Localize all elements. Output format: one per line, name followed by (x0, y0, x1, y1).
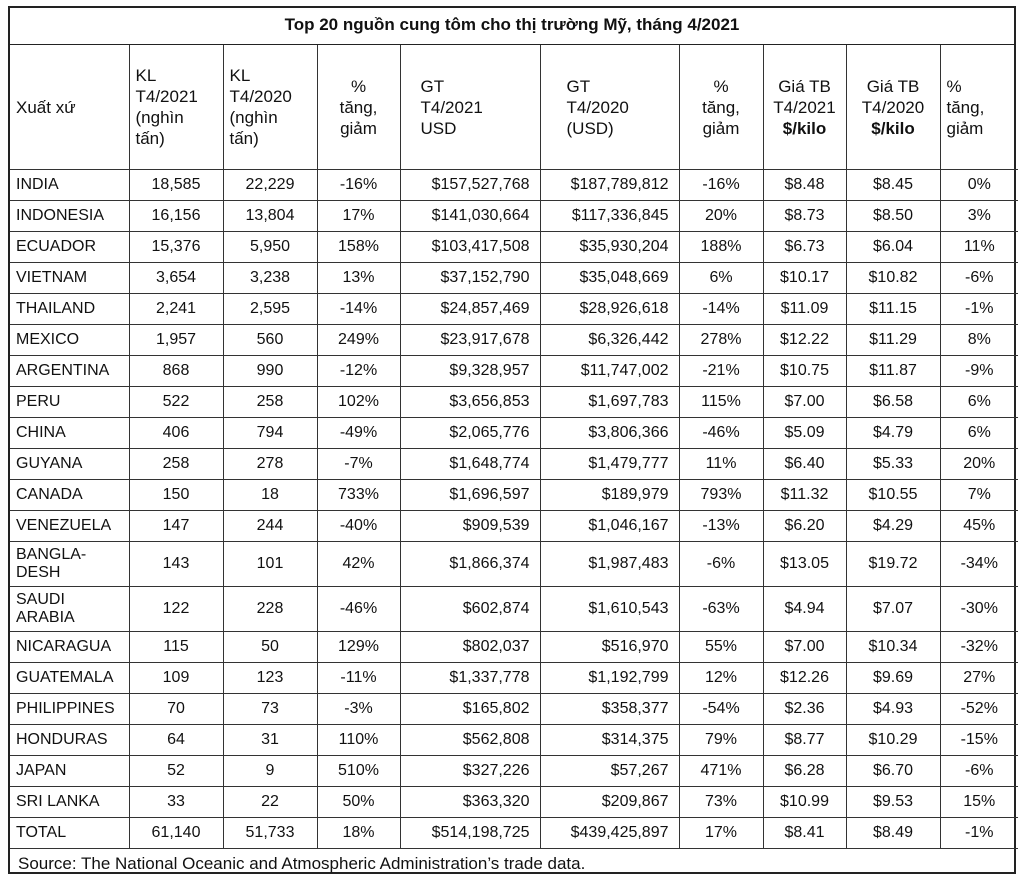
cell-gt-2021: $9,328,957 (400, 356, 540, 387)
cell-gt-2020: $358,377 (540, 694, 679, 725)
cell-gt-2020: $314,375 (540, 725, 679, 756)
cell-pct-volume: 510% (317, 756, 400, 787)
cell-kl-2020: 258 (223, 387, 317, 418)
cell-pct-volume: 129% (317, 632, 400, 663)
table-title: Top 20 nguồn cung tôm cho thị trường Mỹ, tháng 4/2021 (10, 8, 1014, 45)
cell-kl-2021: 15,376 (129, 232, 223, 263)
cell-pct-value: 20% (679, 201, 763, 232)
cell-pct-value: -16% (679, 170, 763, 201)
header-kl-2020: KL T4/2020 (nghìn tấn) (223, 45, 317, 170)
cell-pct-value: -14% (679, 294, 763, 325)
cell-kl-2020: 9 (223, 756, 317, 787)
cell-pct-price: 8% (940, 325, 1018, 356)
cell-price-2020: $8.45 (846, 170, 940, 201)
cell-origin: VIETNAM (10, 263, 129, 294)
cell-kl-2021: 1,957 (129, 325, 223, 356)
cell-pct-price: 11% (940, 232, 1018, 263)
cell-gt-2021: $1,648,774 (400, 449, 540, 480)
cell-kl-2021: 868 (129, 356, 223, 387)
cell-kl-2021: 18,585 (129, 170, 223, 201)
cell-pct-volume: 42% (317, 542, 400, 587)
cell-kl-2021: 52 (129, 756, 223, 787)
cell-kl-2021: 109 (129, 663, 223, 694)
cell-pct-price: -1% (940, 818, 1018, 849)
cell-price-2021: $12.26 (763, 663, 846, 694)
cell-pct-volume: 249% (317, 325, 400, 356)
cell-pct-volume: 158% (317, 232, 400, 263)
cell-origin: PERU (10, 387, 129, 418)
cell-pct-volume: 733% (317, 480, 400, 511)
total-row (10, 818, 1018, 849)
cell-pct-volume: 110% (317, 725, 400, 756)
cell-origin: NICARAGUA (10, 632, 129, 663)
cell-pct-volume: -7% (317, 449, 400, 480)
cell-price-2020: $5.33 (846, 449, 940, 480)
cell-gt-2020: $189,979 (540, 480, 679, 511)
cell-gt-2021: $141,030,664 (400, 201, 540, 232)
table-row (10, 663, 1018, 694)
cell-price-2020: $10.34 (846, 632, 940, 663)
cell-gt-2021: $909,539 (400, 511, 540, 542)
source-note: Source: The National Oceanic and Atmospheric Administration’s trade data. (18, 854, 586, 873)
table-row (10, 325, 1018, 356)
cell-kl-2021: 16,156 (129, 201, 223, 232)
cell-gt-2021: $24,857,469 (400, 294, 540, 325)
cell-pct-value: -63% (679, 587, 763, 632)
table-row (10, 356, 1018, 387)
cell-pct-price: 7% (940, 480, 1018, 511)
table-row (10, 587, 1018, 632)
cell-pct-price: -52% (940, 694, 1018, 725)
cell-kl-2020: 794 (223, 418, 317, 449)
cell-kl-2021: 64 (129, 725, 223, 756)
cell-price-2021: $8.41 (763, 818, 846, 849)
cell-pct-price: -15% (940, 725, 1018, 756)
cell-pct-volume: 102% (317, 387, 400, 418)
cell-price-2021: $6.40 (763, 449, 846, 480)
cell-pct-price: 27% (940, 663, 1018, 694)
table-row (10, 542, 1018, 587)
table-row (10, 511, 1018, 542)
cell-gt-2020: $35,930,204 (540, 232, 679, 263)
table-row (10, 294, 1018, 325)
cell-price-2020: $6.70 (846, 756, 940, 787)
cell-pct-value: -46% (679, 418, 763, 449)
cell-kl-2020: 51,733 (223, 818, 317, 849)
cell-price-2020: $10.29 (846, 725, 940, 756)
header-origin: Xuất xứ (10, 45, 129, 170)
table-row (10, 201, 1018, 232)
cell-origin: TOTAL (10, 818, 129, 849)
cell-pct-price: -9% (940, 356, 1018, 387)
cell-origin: GUYANA (10, 449, 129, 480)
table-row (10, 170, 1018, 201)
cell-pct-value: 278% (679, 325, 763, 356)
cell-price-2021: $6.20 (763, 511, 846, 542)
cell-price-2020: $4.93 (846, 694, 940, 725)
cell-price-2020: $19.72 (846, 542, 940, 587)
cell-price-2021: $11.32 (763, 480, 846, 511)
table-row (10, 787, 1018, 818)
table-row (10, 418, 1018, 449)
cell-kl-2021: 522 (129, 387, 223, 418)
cell-price-2020: $4.79 (846, 418, 940, 449)
cell-gt-2021: $2,065,776 (400, 418, 540, 449)
cell-kl-2021: 61,140 (129, 818, 223, 849)
cell-kl-2020: 2,595 (223, 294, 317, 325)
cell-origin: CHINA (10, 418, 129, 449)
cell-pct-price: -32% (940, 632, 1018, 663)
cell-pct-volume: 18% (317, 818, 400, 849)
cell-pct-value: 55% (679, 632, 763, 663)
cell-price-2020: $6.04 (846, 232, 940, 263)
cell-pct-value: 115% (679, 387, 763, 418)
cell-pct-price: 45% (940, 511, 1018, 542)
header-gt-2020: GT T4/2020 (USD) (540, 45, 679, 170)
cell-pct-price: -6% (940, 263, 1018, 294)
cell-gt-2020: $57,267 (540, 756, 679, 787)
cell-origin: GUATEMALA (10, 663, 129, 694)
table-row (10, 263, 1018, 294)
cell-price-2021: $4.94 (763, 587, 846, 632)
cell-price-2020: $11.29 (846, 325, 940, 356)
cell-pct-value: 12% (679, 663, 763, 694)
cell-kl-2020: 22,229 (223, 170, 317, 201)
cell-kl-2021: 406 (129, 418, 223, 449)
header-price-2020: Giá TB T4/2020 $/kilo (846, 45, 940, 170)
cell-kl-2020: 560 (223, 325, 317, 356)
cell-kl-2021: 143 (129, 542, 223, 587)
cell-price-2020: $8.50 (846, 201, 940, 232)
cell-origin: THAILAND (10, 294, 129, 325)
cell-origin: MEXICO (10, 325, 129, 356)
cell-gt-2021: $602,874 (400, 587, 540, 632)
cell-gt-2020: $1,046,167 (540, 511, 679, 542)
cell-price-2020: $11.15 (846, 294, 940, 325)
cell-pct-value: 793% (679, 480, 763, 511)
cell-kl-2021: 122 (129, 587, 223, 632)
header-price-2021: Giá TB T4/2021 $/kilo (763, 45, 846, 170)
cell-pct-volume: -16% (317, 170, 400, 201)
cell-gt-2020: $28,926,618 (540, 294, 679, 325)
cell-gt-2021: $1,866,374 (400, 542, 540, 587)
cell-price-2021: $10.75 (763, 356, 846, 387)
cell-pct-value: -6% (679, 542, 763, 587)
cell-gt-2021: $327,226 (400, 756, 540, 787)
cell-price-2021: $5.09 (763, 418, 846, 449)
cell-pct-value: -54% (679, 694, 763, 725)
cell-origin: CANADA (10, 480, 129, 511)
cell-origin: ECUADOR (10, 232, 129, 263)
cell-kl-2021: 150 (129, 480, 223, 511)
cell-price-2021: $6.28 (763, 756, 846, 787)
cell-origin: JAPAN (10, 756, 129, 787)
cell-gt-2020: $1,987,483 (540, 542, 679, 587)
cell-gt-2021: $1,337,778 (400, 663, 540, 694)
header-gt-2021: GT T4/2021 USD (400, 45, 540, 170)
cell-pct-volume: -3% (317, 694, 400, 725)
cell-price-2020: $10.55 (846, 480, 940, 511)
cell-origin: HONDURAS (10, 725, 129, 756)
cell-origin: SAUDI ARABIA (10, 587, 129, 632)
cell-price-2021: $12.22 (763, 325, 846, 356)
cell-gt-2021: $562,808 (400, 725, 540, 756)
cell-origin: SRI LANKA (10, 787, 129, 818)
cell-pct-volume: 50% (317, 787, 400, 818)
cell-gt-2021: $103,417,508 (400, 232, 540, 263)
cell-origin: VENEZUELA (10, 511, 129, 542)
header-row (10, 45, 1018, 170)
cell-price-2021: $6.73 (763, 232, 846, 263)
cell-gt-2020: $439,425,897 (540, 818, 679, 849)
header-pct-price: % tăng, giảm (940, 45, 1018, 170)
cell-pct-value: 11% (679, 449, 763, 480)
cell-kl-2020: 278 (223, 449, 317, 480)
cell-pct-price: 6% (940, 387, 1018, 418)
cell-kl-2020: 228 (223, 587, 317, 632)
cell-gt-2021: $1,696,597 (400, 480, 540, 511)
cell-gt-2020: $11,747,002 (540, 356, 679, 387)
cell-price-2021: $7.00 (763, 632, 846, 663)
cell-price-2021: $2.36 (763, 694, 846, 725)
cell-price-2020: $9.69 (846, 663, 940, 694)
cell-gt-2020: $117,336,845 (540, 201, 679, 232)
cell-price-2021: $7.00 (763, 387, 846, 418)
cell-kl-2021: 70 (129, 694, 223, 725)
cell-gt-2020: $1,192,799 (540, 663, 679, 694)
table-row (10, 232, 1018, 263)
shrimp-supply-table (10, 45, 1018, 849)
cell-price-2020: $4.29 (846, 511, 940, 542)
cell-price-2020: $11.87 (846, 356, 940, 387)
header-kl-2021: KL T4/2021 (nghìn tấn) (129, 45, 223, 170)
cell-kl-2020: 73 (223, 694, 317, 725)
header-pct-value: % tăng, giảm (679, 45, 763, 170)
cell-price-2021: $13.05 (763, 542, 846, 587)
cell-kl-2020: 990 (223, 356, 317, 387)
cell-kl-2021: 115 (129, 632, 223, 663)
cell-kl-2020: 18 (223, 480, 317, 511)
cell-pct-price: 20% (940, 449, 1018, 480)
cell-gt-2021: $37,152,790 (400, 263, 540, 294)
cell-pct-value: 188% (679, 232, 763, 263)
cell-kl-2020: 22 (223, 787, 317, 818)
cell-price-2021: $10.99 (763, 787, 846, 818)
cell-pct-price: 15% (940, 787, 1018, 818)
cell-price-2020: $7.07 (846, 587, 940, 632)
cell-gt-2020: $1,697,783 (540, 387, 679, 418)
cell-gt-2020: $516,970 (540, 632, 679, 663)
cell-price-2020: $9.53 (846, 787, 940, 818)
cell-price-2021: $8.48 (763, 170, 846, 201)
cell-pct-price: -1% (940, 294, 1018, 325)
cell-pct-price: 0% (940, 170, 1018, 201)
cell-gt-2021: $802,037 (400, 632, 540, 663)
cell-price-2020: $8.49 (846, 818, 940, 849)
cell-pct-value: 73% (679, 787, 763, 818)
table-frame (8, 6, 1016, 874)
cell-origin: PHILIPPINES (10, 694, 129, 725)
cell-pct-volume: -14% (317, 294, 400, 325)
cell-kl-2020: 31 (223, 725, 317, 756)
cell-kl-2021: 258 (129, 449, 223, 480)
cell-kl-2020: 13,804 (223, 201, 317, 232)
table-row (10, 632, 1018, 663)
cell-kl-2020: 123 (223, 663, 317, 694)
cell-kl-2021: 147 (129, 511, 223, 542)
cell-pct-volume: 13% (317, 263, 400, 294)
cell-price-2020: $6.58 (846, 387, 940, 418)
cell-price-2020: $10.82 (846, 263, 940, 294)
table-row (10, 694, 1018, 725)
cell-gt-2021: $514,198,725 (400, 818, 540, 849)
cell-pct-volume: 17% (317, 201, 400, 232)
cell-gt-2021: $23,917,678 (400, 325, 540, 356)
cell-pct-value: 471% (679, 756, 763, 787)
cell-gt-2020: $1,610,543 (540, 587, 679, 632)
cell-gt-2020: $209,867 (540, 787, 679, 818)
cell-pct-value: 79% (679, 725, 763, 756)
cell-kl-2020: 50 (223, 632, 317, 663)
cell-pct-volume: -40% (317, 511, 400, 542)
cell-price-2021: $10.17 (763, 263, 846, 294)
cell-price-2021: $8.77 (763, 725, 846, 756)
cell-pct-price: -34% (940, 542, 1018, 587)
cell-kl-2020: 244 (223, 511, 317, 542)
cell-gt-2021: $3,656,853 (400, 387, 540, 418)
cell-gt-2021: $157,527,768 (400, 170, 540, 201)
cell-kl-2020: 3,238 (223, 263, 317, 294)
cell-price-2021: $8.73 (763, 201, 846, 232)
cell-origin: INDONESIA (10, 201, 129, 232)
cell-gt-2020: $35,048,669 (540, 263, 679, 294)
table-row (10, 480, 1018, 511)
table-row (10, 387, 1018, 418)
cell-price-2021: $11.09 (763, 294, 846, 325)
cell-pct-value: -21% (679, 356, 763, 387)
cell-gt-2020: $3,806,366 (540, 418, 679, 449)
cell-pct-value: 17% (679, 818, 763, 849)
cell-gt-2021: $165,802 (400, 694, 540, 725)
cell-kl-2020: 5,950 (223, 232, 317, 263)
table-row (10, 449, 1018, 480)
cell-pct-volume: -49% (317, 418, 400, 449)
cell-gt-2020: $187,789,812 (540, 170, 679, 201)
cell-kl-2021: 2,241 (129, 294, 223, 325)
cell-pct-volume: -12% (317, 356, 400, 387)
cell-pct-volume: -11% (317, 663, 400, 694)
cell-gt-2021: $363,320 (400, 787, 540, 818)
cell-pct-value: -13% (679, 511, 763, 542)
cell-gt-2020: $6,326,442 (540, 325, 679, 356)
cell-kl-2020: 101 (223, 542, 317, 587)
cell-origin: INDIA (10, 170, 129, 201)
cell-pct-value: 6% (679, 263, 763, 294)
cell-pct-price: -30% (940, 587, 1018, 632)
cell-kl-2021: 3,654 (129, 263, 223, 294)
cell-gt-2020: $1,479,777 (540, 449, 679, 480)
table-row (10, 756, 1018, 787)
cell-pct-price: 6% (940, 418, 1018, 449)
cell-kl-2021: 33 (129, 787, 223, 818)
cell-origin: ARGENTINA (10, 356, 129, 387)
table-row (10, 725, 1018, 756)
cell-pct-price: -6% (940, 756, 1018, 787)
cell-pct-volume: -46% (317, 587, 400, 632)
cell-pct-price: 3% (940, 201, 1018, 232)
cell-origin: BANGLA- DESH (10, 542, 129, 587)
header-pct-volume: % tăng, giảm (317, 45, 400, 170)
